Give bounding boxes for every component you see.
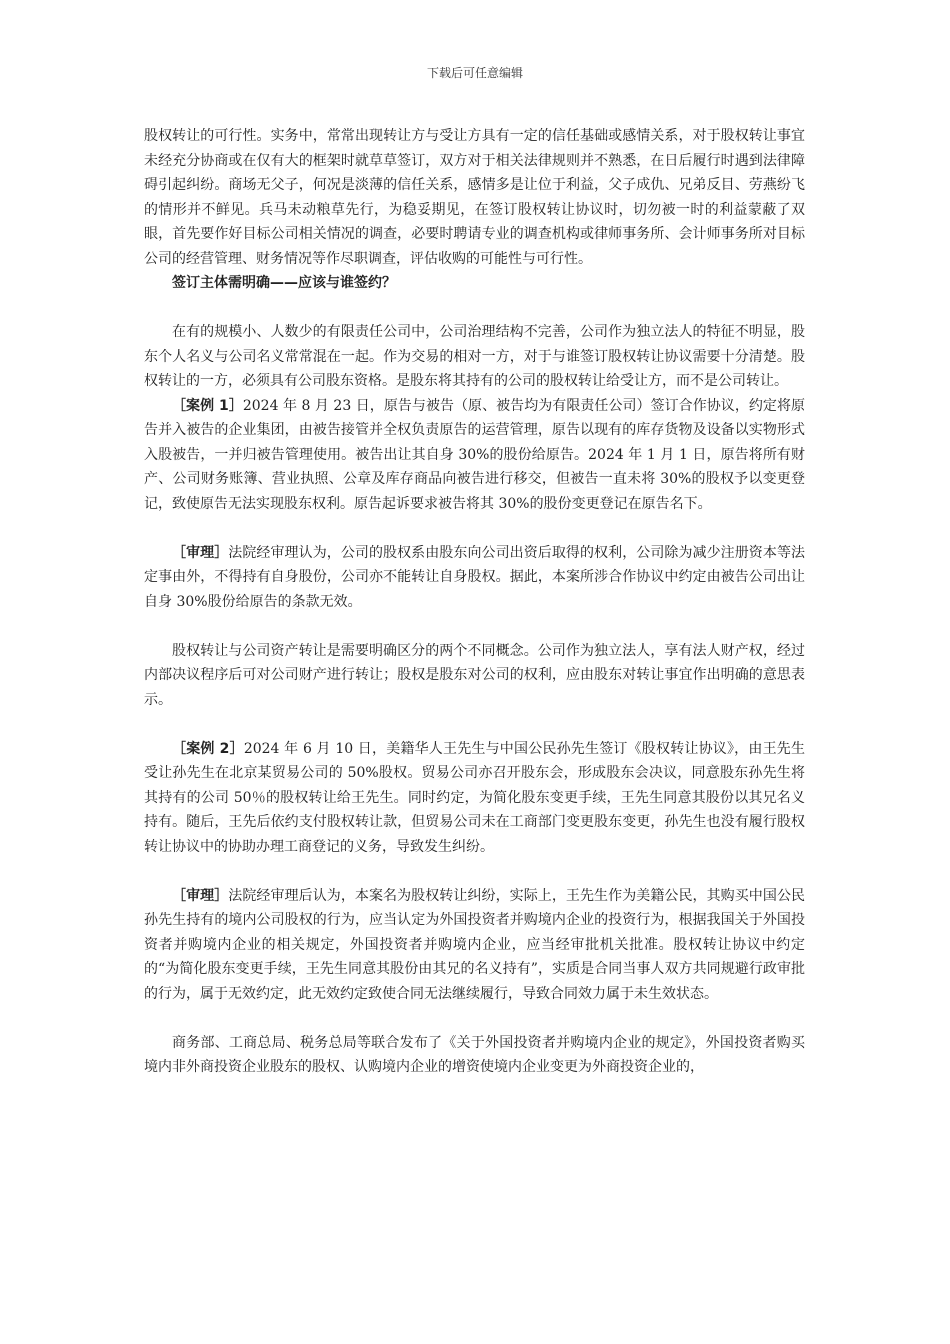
document-body [144, 124, 805, 1080]
paragraph-shareholder-qualification: 在有的规模小、人数少的有限责任公司中，公司治理结构不完善，公司作为独立法人的特征不明显，股东个人名义与公司名义常常混在一起。作为交易的相对一方，对于与谁签订股权转让协议需要十分清楚。股权转让的一方，必须具有公司股东资格。是股东将其持有的公司的股权转让给受让方，而不是公司转让。 [144, 324, 805, 389]
section-heading-signing-party: 签订主体需明确——应该与谁签约？ [172, 275, 396, 291]
case-1-label: ［案例 1］ [172, 397, 243, 414]
review-2-paragraph [144, 884, 805, 1007]
review-1-text: 法院经审理认为，公司的股权系由股东向公司出资后取得的权利，公司除为减少注册资本等法定事由外，不得持有自身股份，公司亦不能转让自身股权。据此，本案所涉合作协议中约定由被告公司出让自身 30%股份给原告的条款无效。 [144, 544, 806, 610]
paragraph-regulation: 商务部、工商总局、税务总局等联合发布了《关于外国投资者并购境内企业的规定》，外国投资者购买境内非外商投资企业股东的股权、认购境内企业的增资使境内企业变更为外商投资企业的， [144, 1034, 805, 1075]
review-1-label: ［审理］ [172, 544, 229, 561]
case-2-paragraph [144, 737, 805, 860]
review-2-text: 法院经审理后认为，本案名为股权转让纠纷，实际上，王先生作为美籍公民，其购买中国公民孙先生持有的境内公司股权的行为，应当认定为外国投资者并购境内企业的投资行为，根据我国关于外国投资者并购境内企业的相关规定，外国投资者并购境内企业，应当经审批机关批准。股权转让协议中约定的“为简化股东变更手续，王先生同意其股份由其兄的名义持有”，实质是合同当事人双方共同规避行政审批的行为，属于无效约定，此无效约定致使合同无法继续履行，导致合同效力属于未生效状态。 [144, 887, 806, 1002]
case-1-text: 2024 年 8 月 23 日，原告与被告（原、被告均为有限责任公司）签订合作协议，约定将原告并入被告的企业集团，由被告接管并全权负责原告的运营管理，原告以现有的库存货物及设备以实物形式入股被告，一并归被告管理使用。被告出让其自身 30%的股份给原告。2024 年 1 月 1 日，原告将所有财产、公司财务账簿、营业执照、公章及库存商品向被告进行移交，但被告一直未将 30%的股权予以变更登记，致使原告无法实现股东权利。原告起诉要求被告将其 30%的股份变更登记在原告名下。 [144, 397, 805, 512]
review-1-paragraph [144, 541, 805, 615]
case-1-paragraph [144, 394, 805, 517]
paragraph-feasibility: 股权转让的可行性。实务中，常常出现转让方与受让方具有一定的信任基础或感情关系，对于股权转让事宜未经充分协商或在仅有大的框架时就草草签订，双方对于相关法律规则并不熟悉，在日后履行时遇到法律障碍引起纠纷。商场无父子，何况是淡薄的信任关系，感情多是让位于利益，父子成仇、兄弟反目、劳燕纷飞的情形并不鲜见。兵马未动粮草先行，为稳妥期见，在签订股权转让协议时，切勿被一时的利益蒙蔽了双眼，首先要作好目标公司相关情况的调查，必要时聘请专业的调查机构或律师事务所、会计师事务所对目标公司的经营管理、财务情况等作尽职调查，评估收购的可能性与可行性。 [144, 128, 805, 267]
paragraph-equity-vs-assets: 股权转让与公司资产转让是需要明确区分的两个不同概念。公司作为独立法人，享有法人财产权，经过内部决议程序后可对公司财产进行转让；股权是股东对公司的权利，应由股东对转让事宜作出明确的意思表示。 [144, 642, 805, 708]
case-2-label: ［案例 2］ [172, 740, 244, 757]
review-2-label: ［审理］ [172, 887, 229, 904]
case-2-text: 2024 年 6 月 10 日，美籍华人王先生与中国公民孙先生签订《股权转让协议》，由王先生受让孙先生在北京某贸易公司的 50%股权。贸易公司亦召开股东会，形成股东会决议，同意股东孙先生将其持有的公司 50％的股权转让给王先生。同时约定，为简化股东变更手续，王先生同意其股份以其兄名义持有。随后，王先后依约支付股权转让款，但贸易公司未在工商部门变更股东变更，孙先生也没有履行股权转让协议中的协助办理工商登记的义务，导致发生纠纷。 [144, 740, 805, 855]
page-header: 下载后可任意编辑 [426, 66, 523, 80]
